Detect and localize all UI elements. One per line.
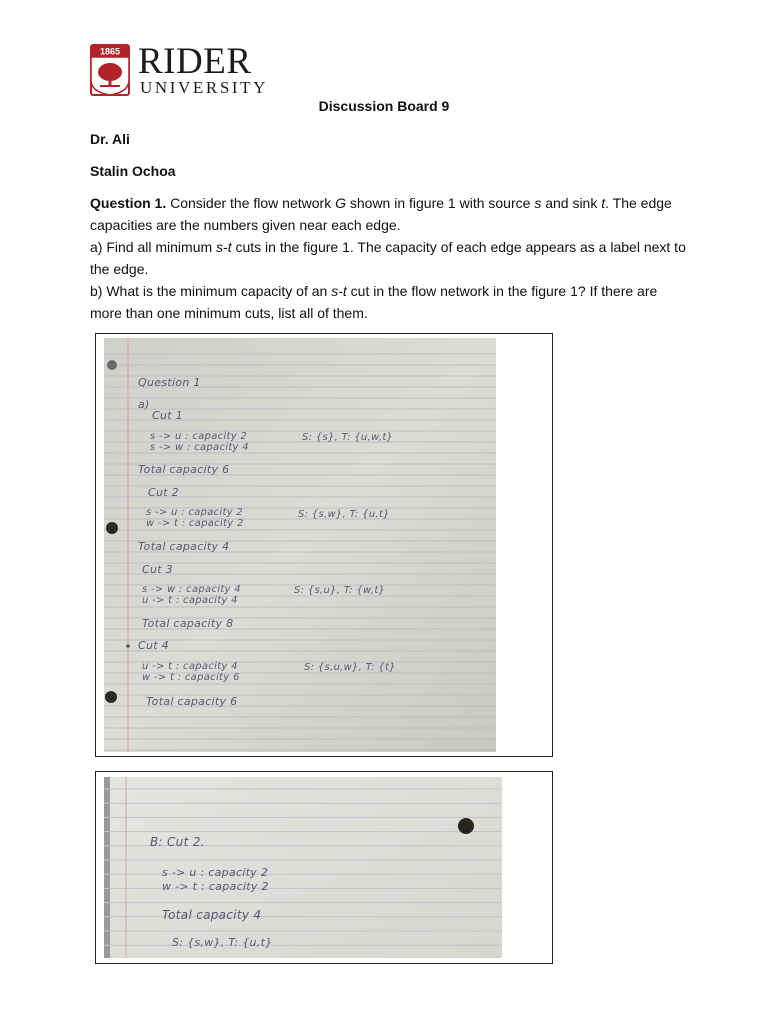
handwritten-line: Total capacity 6 <box>146 695 238 708</box>
binder-hole <box>105 691 117 703</box>
handwritten-line: Question 1 <box>138 376 201 389</box>
handwritten-line: s -> w : capacity 4 <box>150 442 249 453</box>
logo-word-rider: RIDER <box>138 41 252 82</box>
handwritten-line: w -> t : capacity 6 <box>142 672 240 683</box>
question-text <box>90 192 690 324</box>
handwritten-line: Total capacity 4 <box>138 540 230 553</box>
binder-hole <box>458 818 474 834</box>
rider-university-logo <box>90 41 270 100</box>
handwritten-line: Cut 2 <box>148 486 179 499</box>
student-name: Stalin Ochoa <box>90 163 176 179</box>
bullet-dot <box>126 644 130 648</box>
handwritten-line: B: Cut 2. <box>150 835 205 849</box>
question-intro: Question 1. Consider the flow network G shown in figure 1 with source s and sink t. The edge capacities are the numbers given near each edge. <box>90 195 672 233</box>
handwritten-line: s -> u : capacity 2 <box>146 507 244 518</box>
document-title: Discussion Board 9 <box>318 98 450 114</box>
logo-word-university: UNIVERSITY <box>140 78 268 97</box>
handwritten-line: s -> u : capacity 2 <box>162 866 269 879</box>
question-part-b: b) What is the minimum capacity of an s-t cut in the flow network in the figure 1? If there are more than one minimum cuts, list all of them. <box>90 283 658 321</box>
handwritten-line: s -> w : capacity 4 <box>142 584 241 595</box>
handwritten-set: S: {s,w}, T: {u,t} <box>298 509 390 520</box>
handwritten-line: Cut 4 <box>138 639 169 652</box>
university-seal-icon <box>90 44 130 96</box>
handwritten-line: Total capacity 6 <box>138 463 230 476</box>
instructor-name: Dr. Ali <box>90 131 130 147</box>
handwritten-line: S: {s,w}, T: {u,t} <box>172 936 273 949</box>
handwritten-line: a) <box>138 398 150 411</box>
binder-hole <box>107 360 117 370</box>
question-part-a: a) Find all minimum s-t cuts in the figure 1. The capacity of each edge appears as a label next to the edge. <box>90 239 686 277</box>
handwritten-line: Total capacity 8 <box>142 617 234 630</box>
handwritten-set: S: {s,u,w}, T: {t} <box>304 662 396 673</box>
handwritten-line: s -> u : capacity 2 <box>150 431 248 442</box>
handwritten-line: Cut 1 <box>152 409 183 422</box>
handwritten-set: S: {s}, T: {u,w,t} <box>302 432 394 443</box>
handwritten-line: u -> t : capacity 4 <box>142 595 238 606</box>
handwritten-line: u -> t : capacity 4 <box>142 661 238 672</box>
binder-hole <box>106 522 118 534</box>
handwritten-line: Total capacity 4 <box>162 908 262 922</box>
figure-frame-1 <box>95 333 553 757</box>
handwritten-line: w -> t : capacity 2 <box>146 518 244 529</box>
seal-year: 1865 <box>99 46 121 57</box>
handwritten-set: S: {s,u}, T: {w,t} <box>294 585 386 596</box>
handwritten-line: w -> t : capacity 2 <box>162 880 269 893</box>
handwritten-line: Cut 3 <box>142 563 173 576</box>
figure-frame-2 <box>95 771 553 964</box>
